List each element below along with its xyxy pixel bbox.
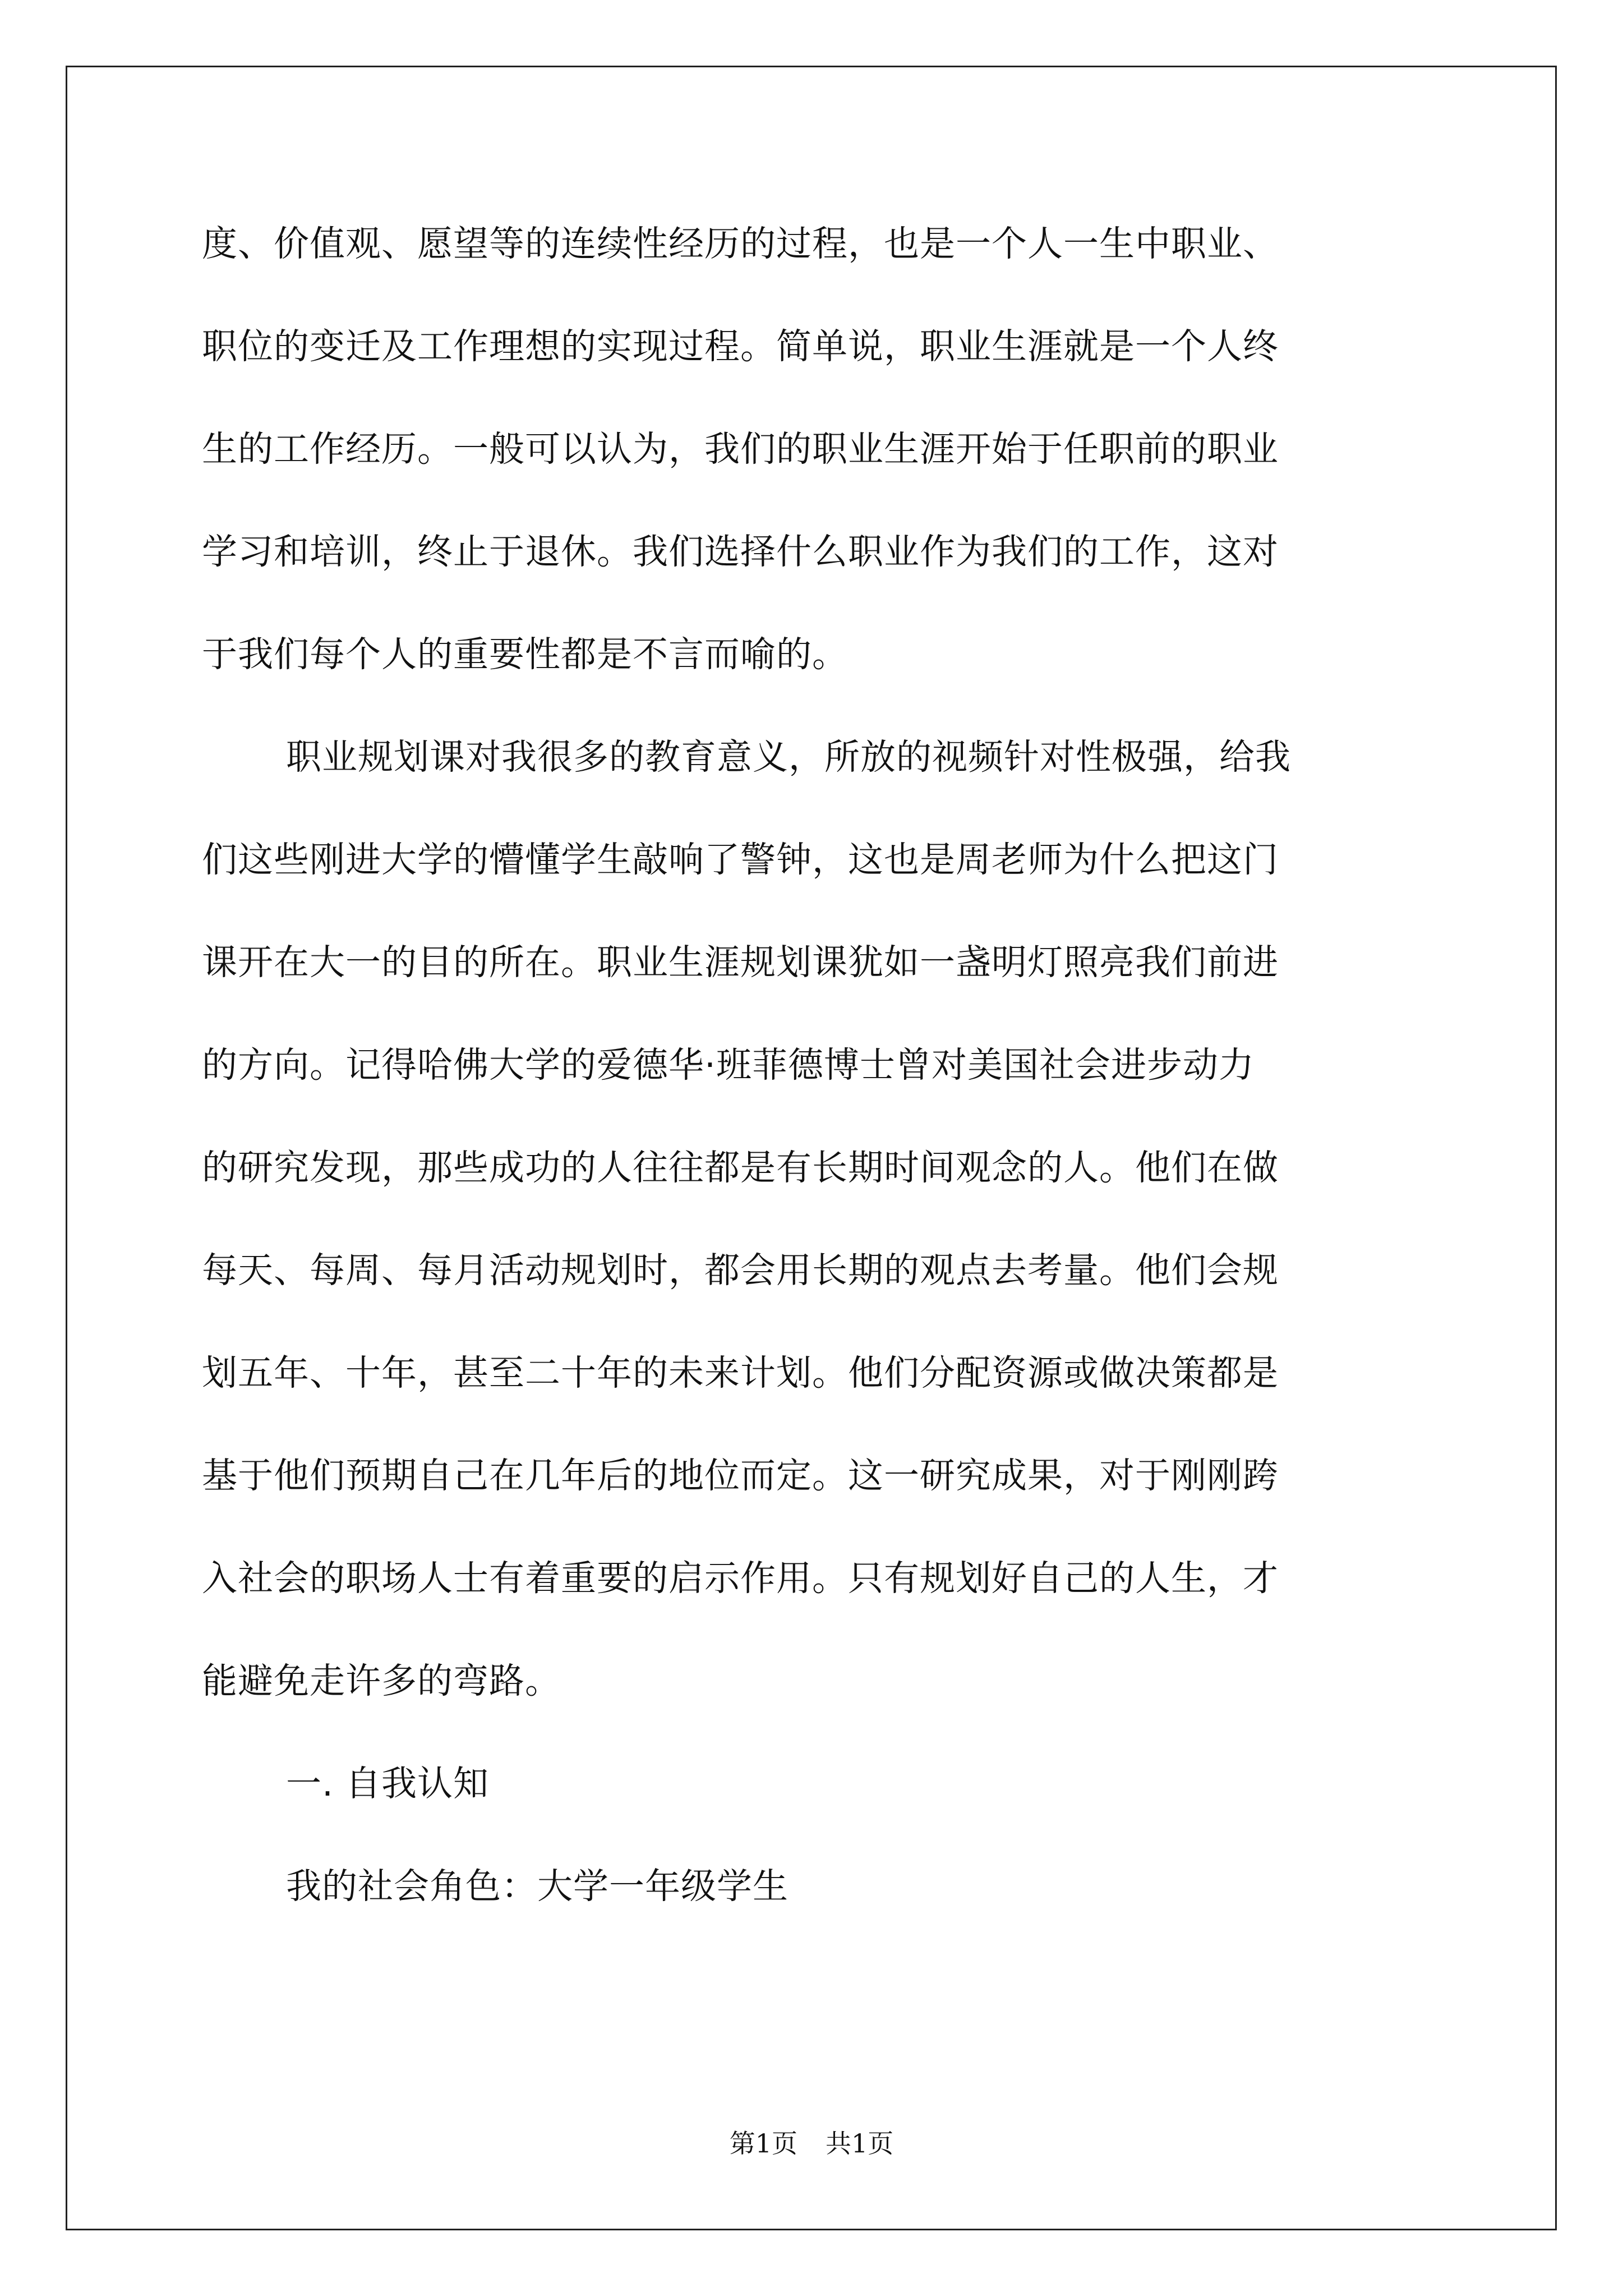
paragraph-line: 能避免走许多的弯路。 bbox=[202, 1660, 561, 1701]
paragraph-line: 基于他们预期自己在几年后的地位而定。这一研究成果，对于刚刚跨 bbox=[202, 1455, 1279, 1496]
paragraph-line: 们这些刚进大学的懵懂学生敲响了警钟，这也是周老师为什么把这门 bbox=[202, 839, 1279, 880]
paragraph-line: 职业规划课对我很多的教育意义，所放的视频针对性极强，给我 bbox=[286, 737, 1291, 777]
page-footer bbox=[0, 2118, 1623, 2169]
paragraph-line: 的研究发现，那些成功的人往往都是有长期时间观念的人。他们在做 bbox=[202, 1147, 1279, 1188]
section-heading: 一. 自我认知 bbox=[286, 1763, 490, 1804]
paragraph-line: 课开在大一的目的所在。职业生涯规划课犹如一盏明灯照亮我们前进 bbox=[202, 942, 1279, 983]
paragraph-line: 学习和培训，终止于退休。我们选择什么职业作为我们的工作，这对 bbox=[202, 531, 1279, 572]
paragraph-line: 的方向。记得哈佛大学的爱德华·班菲德博士曾对美国社会进步动力 bbox=[202, 1045, 1255, 1085]
paragraph-line: 度、价值观、愿望等的连续性经历的过程，也是一个人一生中职业、 bbox=[202, 223, 1279, 264]
paragraph-line: 于我们每个人的重要性都是不言而喻的。 bbox=[202, 634, 848, 675]
paragraph-line: 划五年、十年，甚至二十年的未来计划。他们分配资源或做决策都是 bbox=[202, 1352, 1279, 1393]
paragraph-line: 生的工作经历。一般可以认为，我们的职业生涯开始于任职前的职业 bbox=[202, 429, 1279, 470]
paragraph-line: 我的社会角色：大学一年级学生 bbox=[286, 1866, 789, 1907]
paragraph-line: 职位的变迁及工作理想的实现过程。简单说，职业生涯就是一个人终 bbox=[202, 326, 1279, 367]
page-total: 共1页 bbox=[826, 2128, 894, 2159]
paragraph-line: 入社会的职场人士有着重要的启示作用。只有规划好自己的人生，才 bbox=[202, 1558, 1279, 1599]
paragraph-line: 每天、每周、每月活动规划时，都会用长期的观点去考量。他们会规 bbox=[202, 1250, 1279, 1291]
page-number: 第1页 bbox=[729, 2128, 797, 2159]
